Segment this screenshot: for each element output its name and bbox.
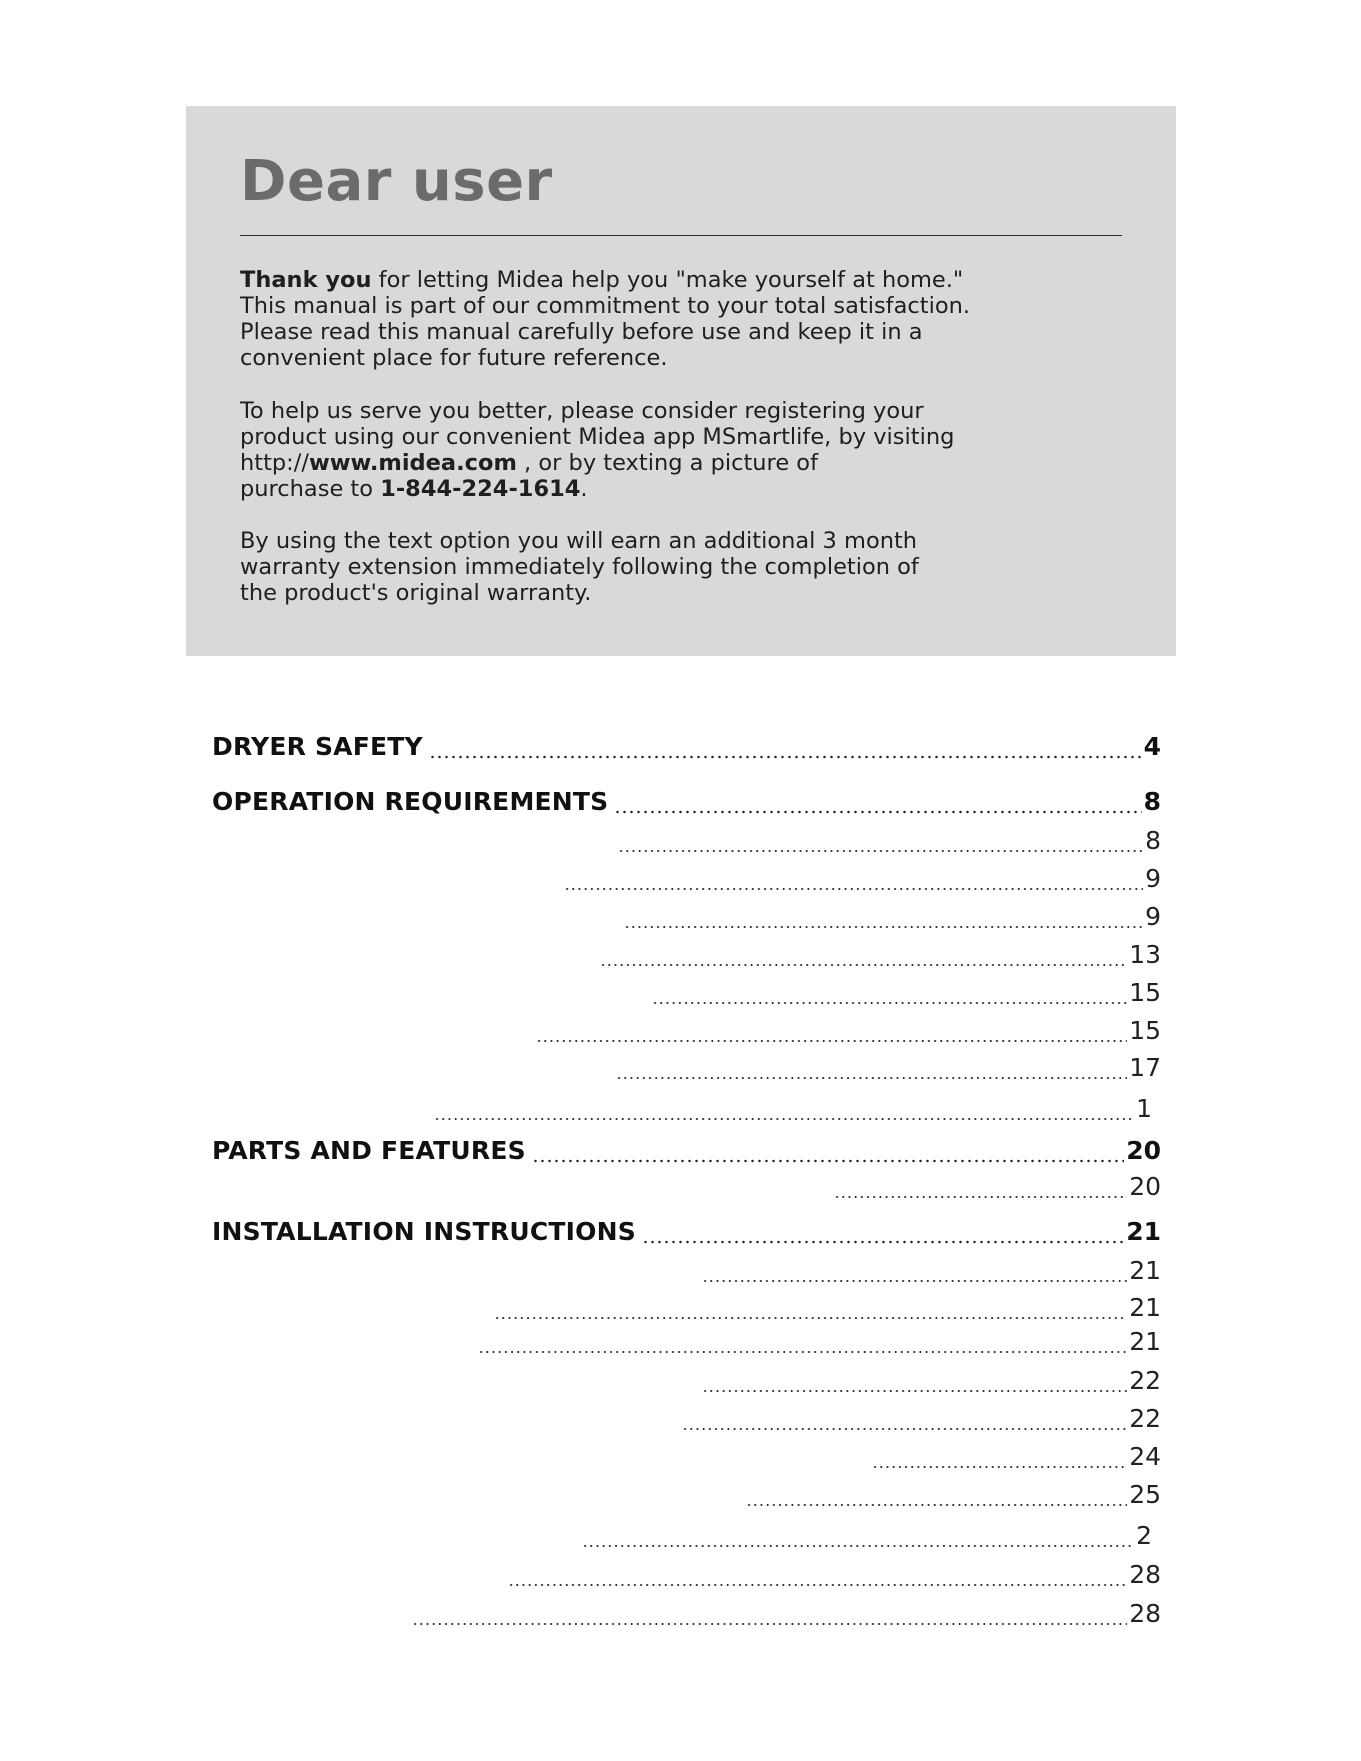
toc-subsection-entry xyxy=(534,1016,1161,1046)
toc-leader-dots xyxy=(536,1016,1127,1046)
toc-leader-dots xyxy=(434,1094,1134,1124)
toc-page-number: 20 xyxy=(1129,1172,1161,1201)
registration-line-3-text: , or by texting a picture of xyxy=(516,450,818,476)
toc-section-label: DRYER SAFETY xyxy=(212,732,423,761)
toc-leader-dots xyxy=(494,1293,1127,1323)
toc-section-label: PARTS AND FEATURES xyxy=(212,1136,526,1165)
toc-subsection-entry xyxy=(598,940,1161,970)
warranty-line-1: By using the text option you will earn an additional 3 month xyxy=(240,528,918,554)
toc-leader-dots xyxy=(508,1560,1127,1590)
toc-leader-dots xyxy=(429,732,1142,762)
toc-subsection-entry xyxy=(476,1327,1161,1357)
toc-page-number: 22 xyxy=(1129,1404,1161,1433)
toc-subsection-entry xyxy=(432,1094,1152,1124)
thanks-line-2: This manual is part of our commitment to your total satisfaction. xyxy=(240,293,970,319)
toc-leader-dots xyxy=(702,1256,1127,1286)
toc-page-number: 15 xyxy=(1129,1016,1161,1045)
url-prefix: http:// xyxy=(240,450,309,476)
registration-line-2: product using our convenient Midea app MSmartlife, by visiting xyxy=(240,424,955,450)
phone-suffix: . xyxy=(580,476,588,502)
toc-page-number: 1 xyxy=(1136,1094,1152,1123)
thanks-line-3: Please read this manual carefully before use and keep it in a xyxy=(240,319,923,345)
toc-subsection-entry xyxy=(832,1172,1161,1202)
thank-you-lead: Thank you xyxy=(240,267,372,293)
toc-page-number: 9 xyxy=(1145,902,1161,931)
toc-subsection-entry xyxy=(700,1256,1161,1286)
toc-subsection-entry xyxy=(492,1293,1161,1323)
toc-leader-dots xyxy=(582,1521,1134,1551)
toc-leader-dots xyxy=(642,1217,1124,1247)
toc-page-number: 25 xyxy=(1129,1480,1161,1509)
toc-page-number: 20 xyxy=(1126,1136,1161,1165)
toc-subsection-entry xyxy=(614,1053,1161,1083)
toc-subsection-entry xyxy=(616,826,1161,856)
toc-leader-dots xyxy=(532,1136,1124,1166)
toc-page-number: 13 xyxy=(1129,940,1161,969)
phone-prefix: purchase to xyxy=(240,476,381,502)
toc-leader-dots xyxy=(618,826,1143,856)
toc-page-number: 28 xyxy=(1129,1560,1161,1589)
toc-leader-dots xyxy=(478,1327,1127,1357)
toc-subsection-entry xyxy=(506,1560,1161,1590)
toc-page-number: 15 xyxy=(1129,978,1161,1007)
toc-leader-dots xyxy=(614,787,1141,817)
toc-page-number: 2 xyxy=(1136,1521,1152,1550)
toc-subsection-entry xyxy=(580,1521,1152,1551)
toc-subsection-entry xyxy=(680,1404,1161,1434)
welcome-title: Dear user xyxy=(240,149,553,214)
toc-leader-dots xyxy=(600,940,1127,970)
toc-subsection-entry xyxy=(650,978,1161,1008)
toc-leader-dots xyxy=(702,1366,1127,1396)
toc-subsection-entry xyxy=(410,1599,1161,1629)
toc-page-number: 8 xyxy=(1143,787,1161,816)
toc-leader-dots xyxy=(564,864,1143,894)
toc-section-entry xyxy=(212,732,1161,762)
toc-leader-dots xyxy=(616,1053,1127,1083)
toc-leader-dots xyxy=(624,902,1143,932)
toc-subsection-entry xyxy=(870,1442,1161,1472)
toc-page-number: 21 xyxy=(1129,1293,1161,1322)
registration-line-1: To help us serve you better, please consider registering your xyxy=(240,398,924,424)
toc-section-entry xyxy=(212,1136,1161,1166)
toc-page-number: 21 xyxy=(1129,1256,1161,1285)
website-link[interactable]: www.midea.com xyxy=(308,450,517,476)
toc-subsection-entry xyxy=(562,864,1161,894)
toc-page-number: 24 xyxy=(1129,1442,1161,1471)
toc-section-entry xyxy=(212,1217,1161,1247)
toc-page-number: 17 xyxy=(1129,1053,1161,1082)
toc-leader-dots xyxy=(872,1442,1127,1472)
thanks-line-1-text: for letting Midea help you "make yourself at home." xyxy=(371,267,964,293)
toc-subsection-entry xyxy=(744,1480,1161,1510)
toc-leader-dots xyxy=(652,978,1127,1008)
toc-section-label: INSTALLATION INSTRUCTIONS xyxy=(212,1217,636,1246)
toc-leader-dots xyxy=(834,1172,1127,1202)
toc-leader-dots xyxy=(746,1480,1127,1510)
toc-page-number: 4 xyxy=(1143,732,1161,761)
toc-leader-dots xyxy=(682,1404,1127,1434)
toc-page-number: 21 xyxy=(1126,1217,1161,1246)
warranty-line-2: warranty extension immediately following the completion of xyxy=(240,554,919,580)
toc-page-number: 28 xyxy=(1129,1599,1161,1628)
toc-page-number: 8 xyxy=(1145,826,1161,855)
thanks-line-4: convenient place for future reference. xyxy=(240,345,668,371)
toc-page-number: 21 xyxy=(1129,1327,1161,1356)
toc-subsection-entry xyxy=(622,902,1161,932)
toc-page-number: 22 xyxy=(1129,1366,1161,1395)
toc-page-number: 9 xyxy=(1145,864,1161,893)
phone-number: 1-844-224-1614 xyxy=(380,476,581,502)
toc-section-label: OPERATION REQUIREMENTS xyxy=(212,787,609,816)
warranty-line-3: the product's original warranty. xyxy=(240,580,592,606)
toc-leader-dots xyxy=(412,1599,1127,1629)
toc-section-entry xyxy=(212,787,1161,817)
toc-subsection-entry xyxy=(700,1366,1161,1396)
